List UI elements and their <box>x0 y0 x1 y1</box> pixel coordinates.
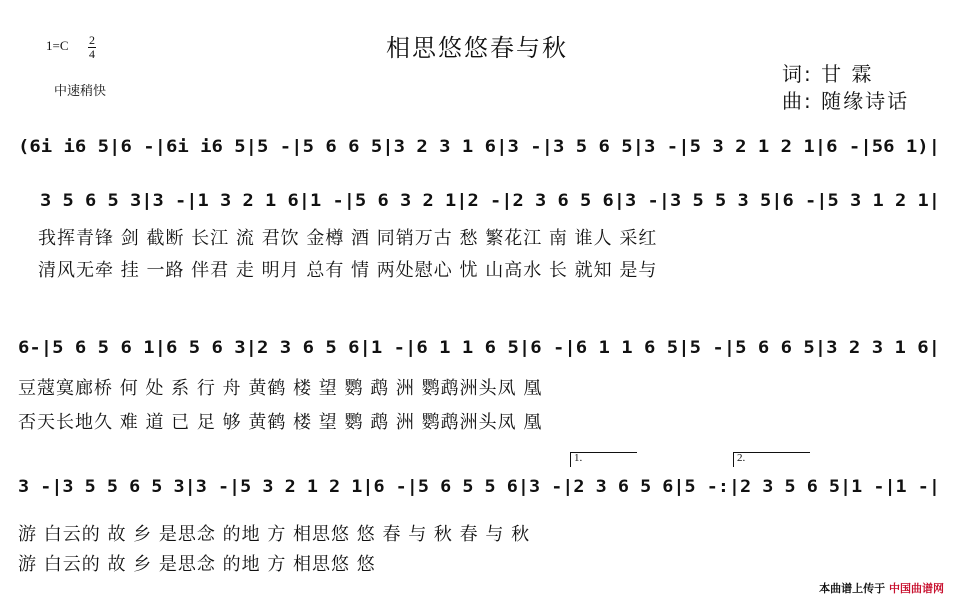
key-signature: 1=C <box>46 38 69 53</box>
lyric-line-3-verse-2: 否天长地久 难 道 已 足 够 黄鹤 楼 望 鹦 鹉 洲 鹦鹉洲头凤 凰 <box>18 412 543 433</box>
lyric-line-2-verse-1: 我挥青锋 剑 截断 长江 流 君饮 金樽 酒 同销万古 愁 繁花江 南 谁人 采红 <box>38 228 658 249</box>
notation-line-2 <box>40 186 940 216</box>
notation-text-4: 3 -|3 5 5 6 5 3|3 -|5 3 2 1 2 1|6 -|5 6 5 5 6|3 -|2 3 6 5 6|5 -:|2 3 5 6 5|1 -|1 -| <box>18 477 940 497</box>
upload-footer <box>819 580 944 596</box>
lyric-line-3-verse-1: 豆蔻寞廊桥 何 处 系 行 舟 黄鹤 楼 望 鹦 鹉 洲 鹦鹉洲头凤 凰 <box>18 378 543 399</box>
volta-label-first: 1. <box>574 452 583 464</box>
time-signature-numerator: 2 <box>89 33 95 47</box>
lyric-line-4-verse-1: 游 白云的 故 乡 是思念 的地 方 相思悠 悠 春 与 秋 春 与 秋 <box>18 524 531 545</box>
notation-text-1: (6i i6 5|6 -|6i i6 5|5 -|5 6 6 5|3 2 3 1 6|3 -|3 5 6 5|3 -|5 3 2 1 2 1|6 -|56 1)| <box>18 137 940 157</box>
volta-bracket-first <box>570 452 637 467</box>
tempo-marking: 中速稍快 <box>54 84 107 99</box>
time-signature <box>88 34 96 61</box>
volta-bracket-second <box>733 452 810 467</box>
notation-text-2: 3 5 6 5 3|3 -|1 3 2 1 6|1 -|5 6 3 2 1|2 -|2 3 6 5 6|3 -|3 5 5 3 5|6 -|5 3 1 2 1| <box>40 191 940 211</box>
lyric-line-4-verse-2: 游 白云的 故 乡 是思念 的地 方 相思悠 悠 <box>18 554 376 575</box>
lyricist-credit: 词: 甘 霖 <box>782 62 874 86</box>
volta-label-second: 2. <box>737 452 746 464</box>
notation-line-4 <box>18 472 940 502</box>
notation-line-1 <box>18 132 940 162</box>
notation-text-3: 6-|5 6 5 6 1|6 5 6 3|2 3 6 5 6|1 -|6 1 1 6 5|6 -|6 1 1 6 5|5 -|5 6 6 5|3 2 3 1 6| <box>18 338 940 358</box>
notation-line-3 <box>18 333 940 363</box>
footer-brand-logo[interactable]: 中国曲谱网 <box>889 582 944 595</box>
song-title: 相思悠悠春与秋 <box>386 34 568 62</box>
time-signature-denominator: 4 <box>89 47 95 61</box>
footer-text: 本曲谱上传于 <box>819 582 886 595</box>
lyric-line-2-verse-2: 清风无牵 挂 一路 伴君 走 明月 总有 情 两处慰心 忧 山高水 长 就知 是与 <box>38 260 658 281</box>
composer-credit: 曲: 随缘诗话 <box>782 89 910 113</box>
